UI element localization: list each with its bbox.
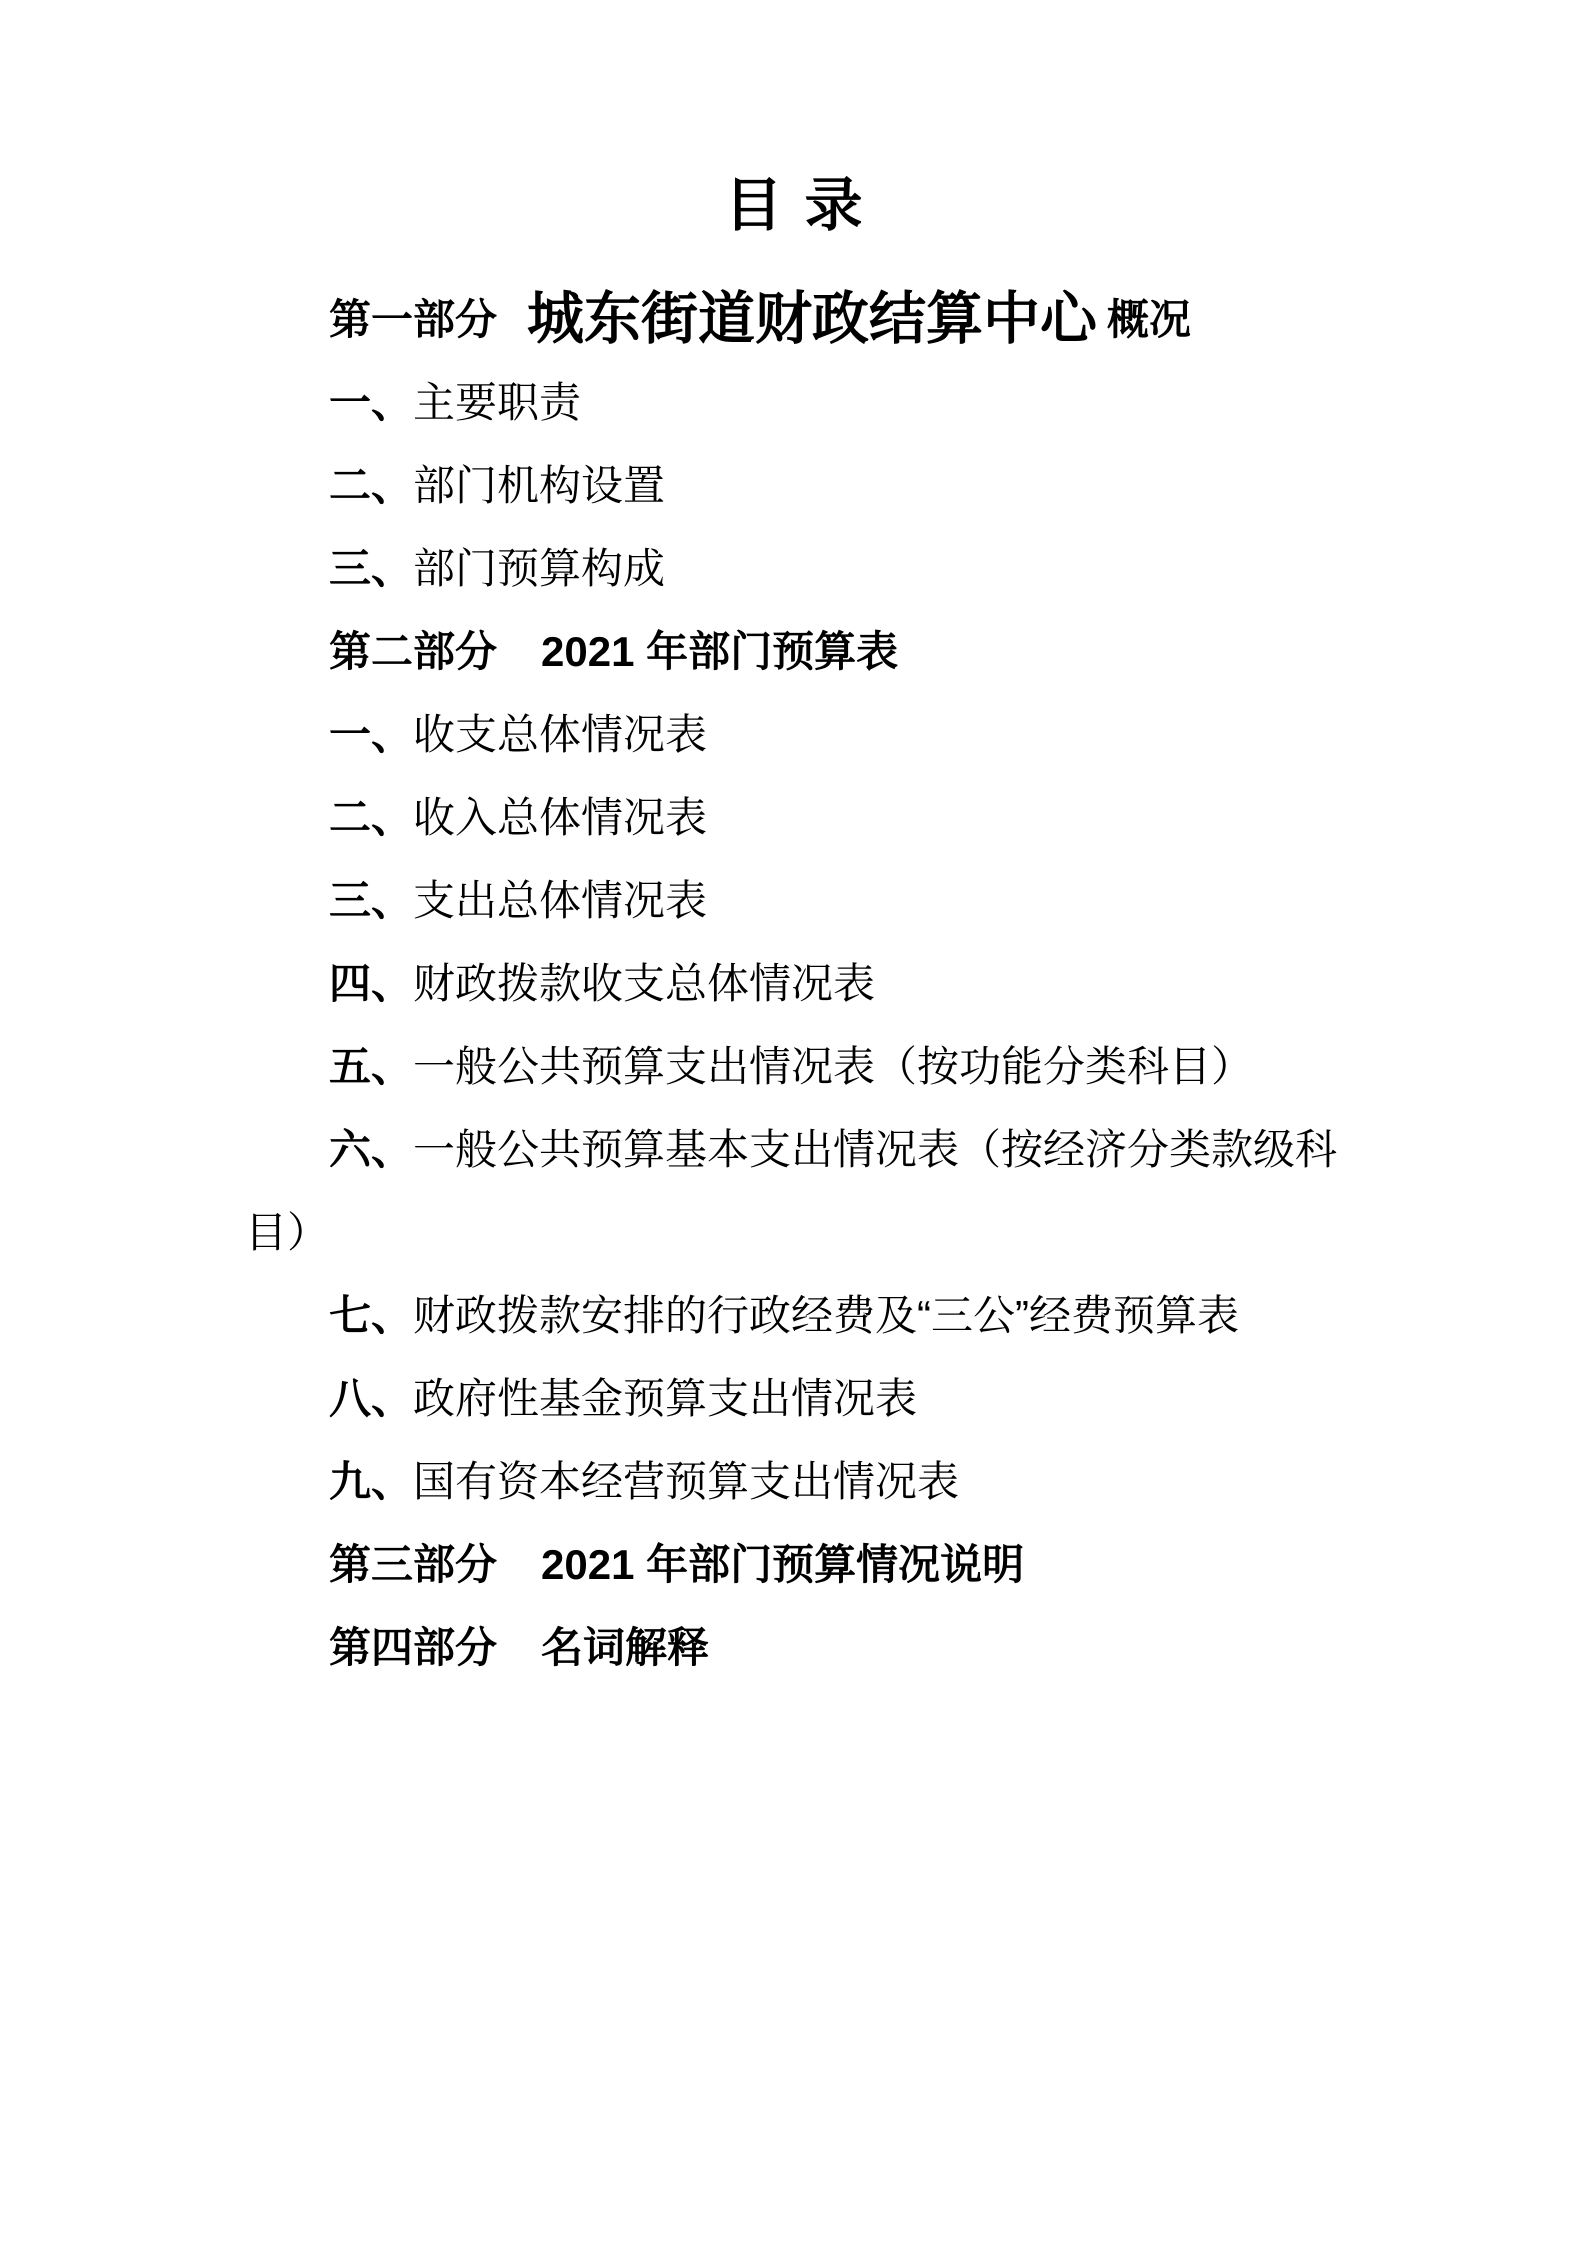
part2-label: 第二部分 — [329, 628, 498, 675]
item-number: 五、 — [329, 1043, 414, 1090]
item-number: 四、 — [329, 960, 414, 1007]
item-label: 部门预算构成 — [413, 545, 666, 592]
item-label: 政府性基金预算支出情况表 — [413, 1375, 918, 1422]
part4-label: 第四部分 — [329, 1624, 498, 1671]
item-label: 国有资本经营预算支出情况表 — [413, 1458, 960, 1505]
toc-item-part2-4 — [245, 942, 1345, 1025]
part1-title: 城东街道财政结算中心 — [527, 287, 1098, 351]
toc-item-part1-3 — [245, 527, 1345, 610]
item-label: 部门机构设置 — [413, 462, 666, 509]
item-number: 二、 — [329, 794, 414, 841]
toc-item-part1-2 — [245, 444, 1345, 527]
part3-label: 第三部分 — [329, 1541, 498, 1588]
part1-heading — [245, 278, 1345, 361]
part4-heading — [245, 1606, 1345, 1689]
item-number: 七、 — [329, 1292, 414, 1339]
item-number: 三、 — [329, 877, 414, 924]
part1-suffix: 概况 — [1107, 296, 1192, 343]
toc-item-part2-1 — [245, 693, 1345, 776]
part3-title: 2021 年部门预算情况说明 — [541, 1541, 1025, 1588]
toc-item-part2-6 — [245, 1108, 1345, 1274]
item-number: 一、 — [329, 711, 414, 758]
item-number: 三、 — [329, 545, 414, 592]
item-number: 八、 — [329, 1375, 414, 1422]
item-number: 一、 — [329, 379, 414, 426]
part4-title: 名词解释 — [541, 1624, 710, 1671]
toc-item-part2-2 — [245, 776, 1345, 859]
item-number: 二、 — [329, 462, 414, 509]
item-label: 收支总体情况表 — [413, 711, 708, 758]
toc-item-part2-8 — [245, 1357, 1345, 1440]
toc-item-part2-3 — [245, 859, 1345, 942]
item-label: 财政拨款安排的行政经费及“三公”经费预算表 — [413, 1292, 1239, 1339]
part2-title: 2021 年部门预算表 — [541, 628, 899, 675]
item-label: 收入总体情况表 — [413, 794, 708, 841]
part3-heading — [245, 1523, 1345, 1606]
toc-item-part2-7 — [245, 1274, 1345, 1357]
item-label: 财政拨款收支总体情况表 — [413, 960, 876, 1007]
part1-label: 第一部分 — [329, 296, 498, 343]
item-number: 九、 — [329, 1458, 414, 1505]
toc-item-part2-9 — [245, 1440, 1345, 1523]
part2-heading — [245, 610, 1345, 693]
toc-item-part2-5 — [245, 1025, 1345, 1108]
item-label: 支出总体情况表 — [413, 877, 708, 924]
item-number: 六、 — [329, 1126, 414, 1173]
item-label: 一般公共预算支出情况表（按功能分类科目） — [413, 1043, 1254, 1090]
item-label: 一般公共预算基本支出情况表（按经济分类款级科目） — [245, 1126, 1338, 1256]
item-label: 主要职责 — [413, 379, 582, 426]
toc-item-part1-1 — [245, 361, 1345, 444]
toc-title: 目 录 — [724, 173, 866, 238]
